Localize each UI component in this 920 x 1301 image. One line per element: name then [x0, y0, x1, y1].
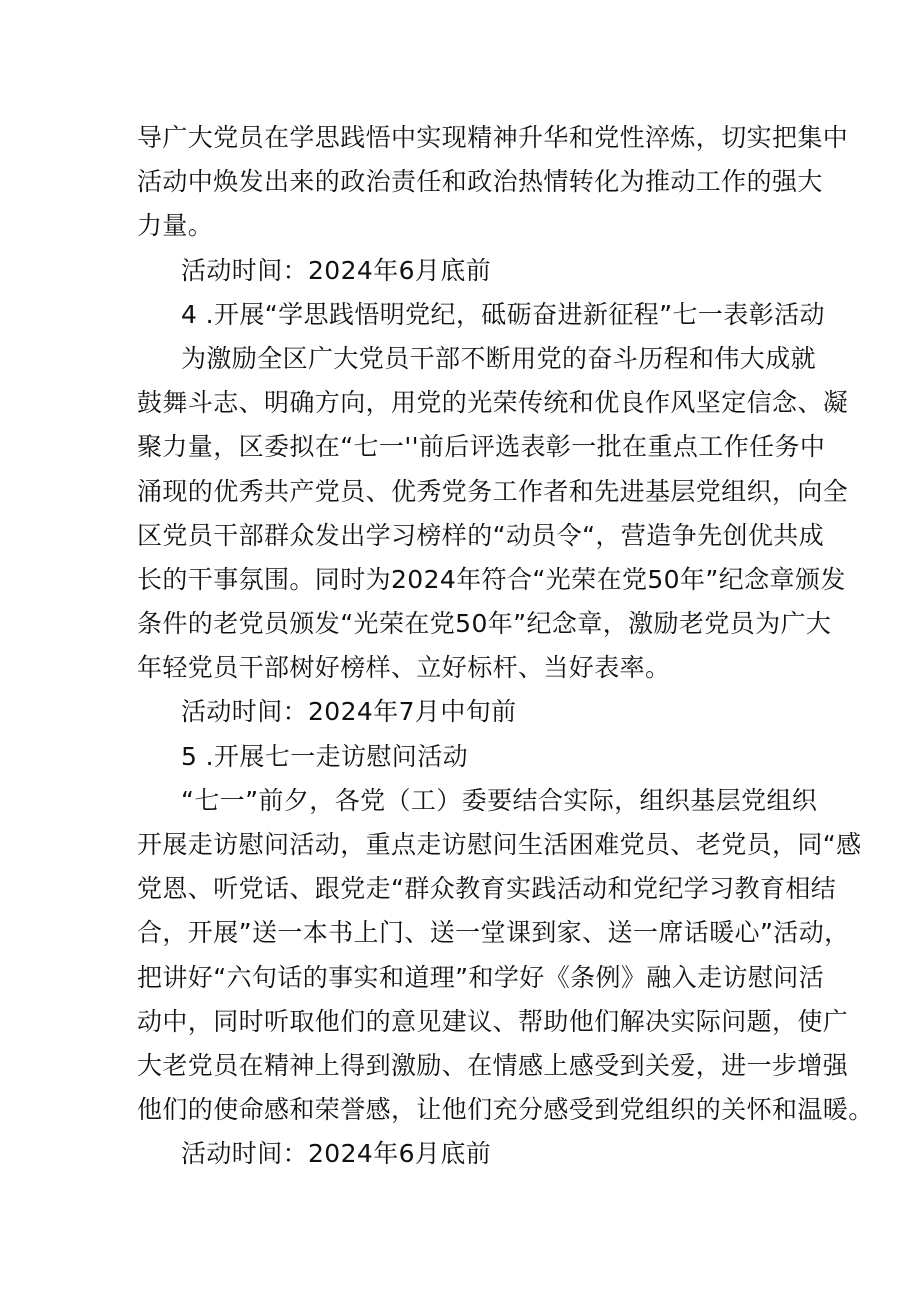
activity-time: 活动时间：2024年6月底前: [181, 255, 492, 285]
paragraph-line: 聚力量，区委拟在“七一''前后评选表彰一批在重点工作任务中: [137, 432, 826, 462]
paragraph-line: 大老党员在精神上得到激励、在情感上感受到关爱，进一步增强: [137, 1050, 849, 1080]
paragraph-line: 开展走访慰问活动，重点走访慰问生活困难党员、老党员，同“感: [137, 830, 862, 859]
paragraph-line: 他们的使命感和荣誉感，让他们充分感受到党组织的关怀和温暖。: [137, 1095, 874, 1125]
paragraph-line: 年轻党员干部树好榜样、立好标杆、当好表率。: [137, 653, 671, 683]
paragraph-line: 长的干事氛围。同时为2024年符合“光荣在党50年”纪念章颁发: [137, 564, 846, 594]
paragraph-line: 条件的老党员颁发“光荣在党50年”纪念章，激励老党员为广大: [137, 609, 832, 639]
document-page: [137, 116, 874, 1177]
paragraph-line: 动中，同时听取他们的意见建议、帮助他们解决实际问题，使广: [137, 1006, 849, 1036]
activity-time: 活动时间：2024年6月底前: [181, 1139, 492, 1169]
paragraph-line: 合，开展”送一本书上门、送一堂课到家、送一席话暖心”活动，: [137, 918, 850, 948]
paragraph-line: 党恩、听党话、跟党走“群众教育实践活动和党纪学习教育相结: [137, 874, 837, 904]
paragraph-line: 为激励全区广大党员干部不断用党的奋斗历程和伟大成就: [181, 343, 817, 373]
paragraph-line: 导广大党员在学思践悟中实现精神升华和党性淬炼，切实把集中: [137, 123, 849, 152]
section-heading: 4 .开展“学思践悟明党纪，砥砺奋进新征程”七一表彰活动: [181, 299, 825, 329]
paragraph-line: 力量。: [137, 211, 214, 241]
paragraph-line: 活动中焕发出来的政治责任和政治热情转化为推动工作的强大: [137, 167, 823, 197]
paragraph-line: 把讲好“六句话的事实和道理”和学好《条例》融入走访慰问活: [137, 962, 825, 992]
paragraph-line: 区党员干部群众发出学习榜样的“动员令“，营造争先创优共成: [137, 520, 825, 550]
section-heading: 5 .开展七一走访慰问活动: [181, 741, 469, 771]
activity-time: 活动时间：2024年7月中旬前: [181, 697, 517, 727]
paragraph-line: 鼓舞斗志、明确方向，用党的光荣传统和优良作风坚定信念、凝: [137, 388, 849, 418]
paragraph-line: “七一”前夕，各党（工）委要结合实际，组织基层党组织: [181, 785, 818, 815]
paragraph-line: 涌现的优秀共产党员、优秀党务工作者和先进基层党组织，向全: [137, 476, 849, 506]
